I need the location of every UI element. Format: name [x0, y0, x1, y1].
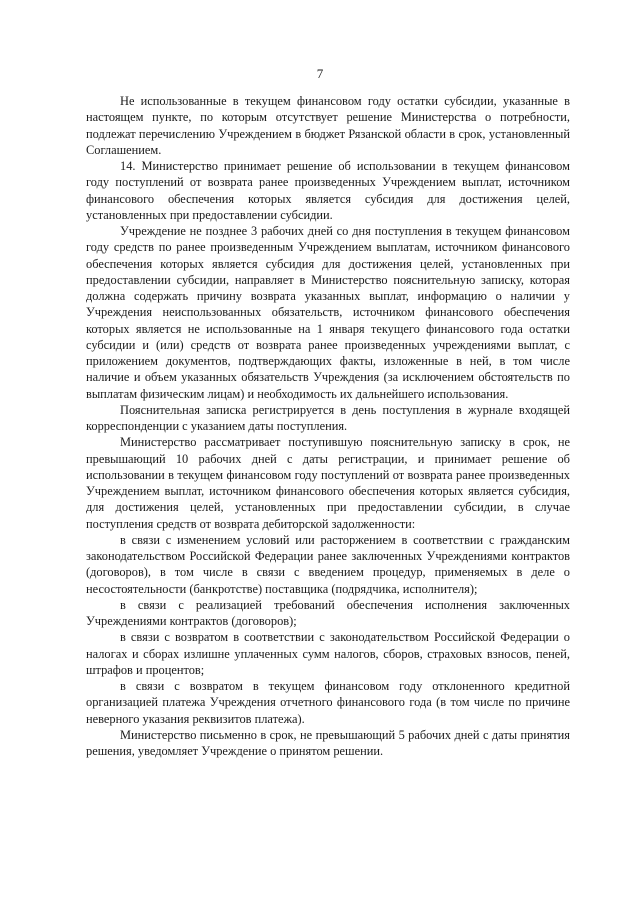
paragraph-notification: Министерство письменно в срок, не превышающий 5 рабочих дней с даты принятия решения, уведомляет Учреждение о принятом решении. — [86, 727, 570, 758]
list-item-tax-refund: в связи с возвратом в соответствии с законодательством Российской Федерации о налогах и сборах излишне уплаченных сумм налогов, сборов, страховых взносов, пеней, штрафов и процентов; — [86, 630, 570, 677]
paragraph-item-14: 14. Министерство принимает решение об использовании в текущем финансовом году поступлений от возврата ранее произведенных Учреждением выплат, источником финансового обеспечения которых является субсидия для достижения целей, установленных при предоставлении субсидии. — [86, 159, 570, 222]
paragraph-note-registration: Пояснительная записка регистрируется в день поступления в журнале входящей корреспонденции с указанием даты поступления. — [86, 402, 570, 433]
list-item-contract-termination: в связи с изменением условий или расторжением в соответствии с гражданским законодательством Российской Федерации ранее заключенных Учреждениями контрактов (договоров), в том числе в связи с введением процедур, применяемых в деле о несостоятельности (банкротстве) поставщика (подрядчика, исполнителя); — [86, 532, 570, 596]
paragraph-unused-balances: Не использованные в текущем финансовом году остатки субсидии, указанные в настоящем пункте, по которым отсутствует решение Министерства о потребности, подлежат перечислению Учреждением в бюджет Рязанской области в срок, установленный Соглашением. — [86, 94, 570, 157]
paragraph-ministry-review: Министерство рассматривает поступившую пояснительную записку в срок, не превышающий 10 рабочих дней с даты регистрации, и принимает решение об использовании в текущем финансовом году поступлений от возврата ранее произведенных Учреждением выплат, источником финансового обеспечения которых является субсидия, для достижения целей, установленных при предоставлении субсидии, в случае поступления средств от возврата дебиторской задолженности: — [86, 435, 570, 531]
list-item-rejected-payment: в связи с возвратом в текущем финансовом году отклоненного кредитной организацией платежа Учреждения отчетного финансового года (в том числе по причине неверного указания реквизитов платежа). — [86, 679, 570, 726]
page-number: 7 — [316, 66, 324, 81]
list-item-contract-security: в связи с реализацией требований обеспечения исполнения заключенных Учреждениями контрактов (договоров); — [86, 597, 570, 628]
document-body — [86, 93, 570, 759]
paragraph-explanatory-note-submission: Учреждение не позднее 3 рабочих дней со дня поступления в текущем финансовом году средств по ранее произведенным Учреждением выплатам, источником финансового обеспечения которых является субсидия для достижения целей, установленных при предоставлении субсидии, направляет в Министерство пояснительную записку, которая должна содержать причину возврата указанных выплат, информацию о наличии у Учреждения неиспользованных обязательств, источником финансового обеспечения которых является не использованные на 1 января текущего финансового года остатки субсидии и (или) средств от возврата ранее произведенных учреждениями выплат, с приложением документов, подтверждающих факты, изложенные в ней, в том числе наличие и объем указанных обязательств Учреждения (за исключением обстоятельств по выплатам физическим лицам) и необходимость их дальнейшего использования. — [86, 224, 570, 401]
